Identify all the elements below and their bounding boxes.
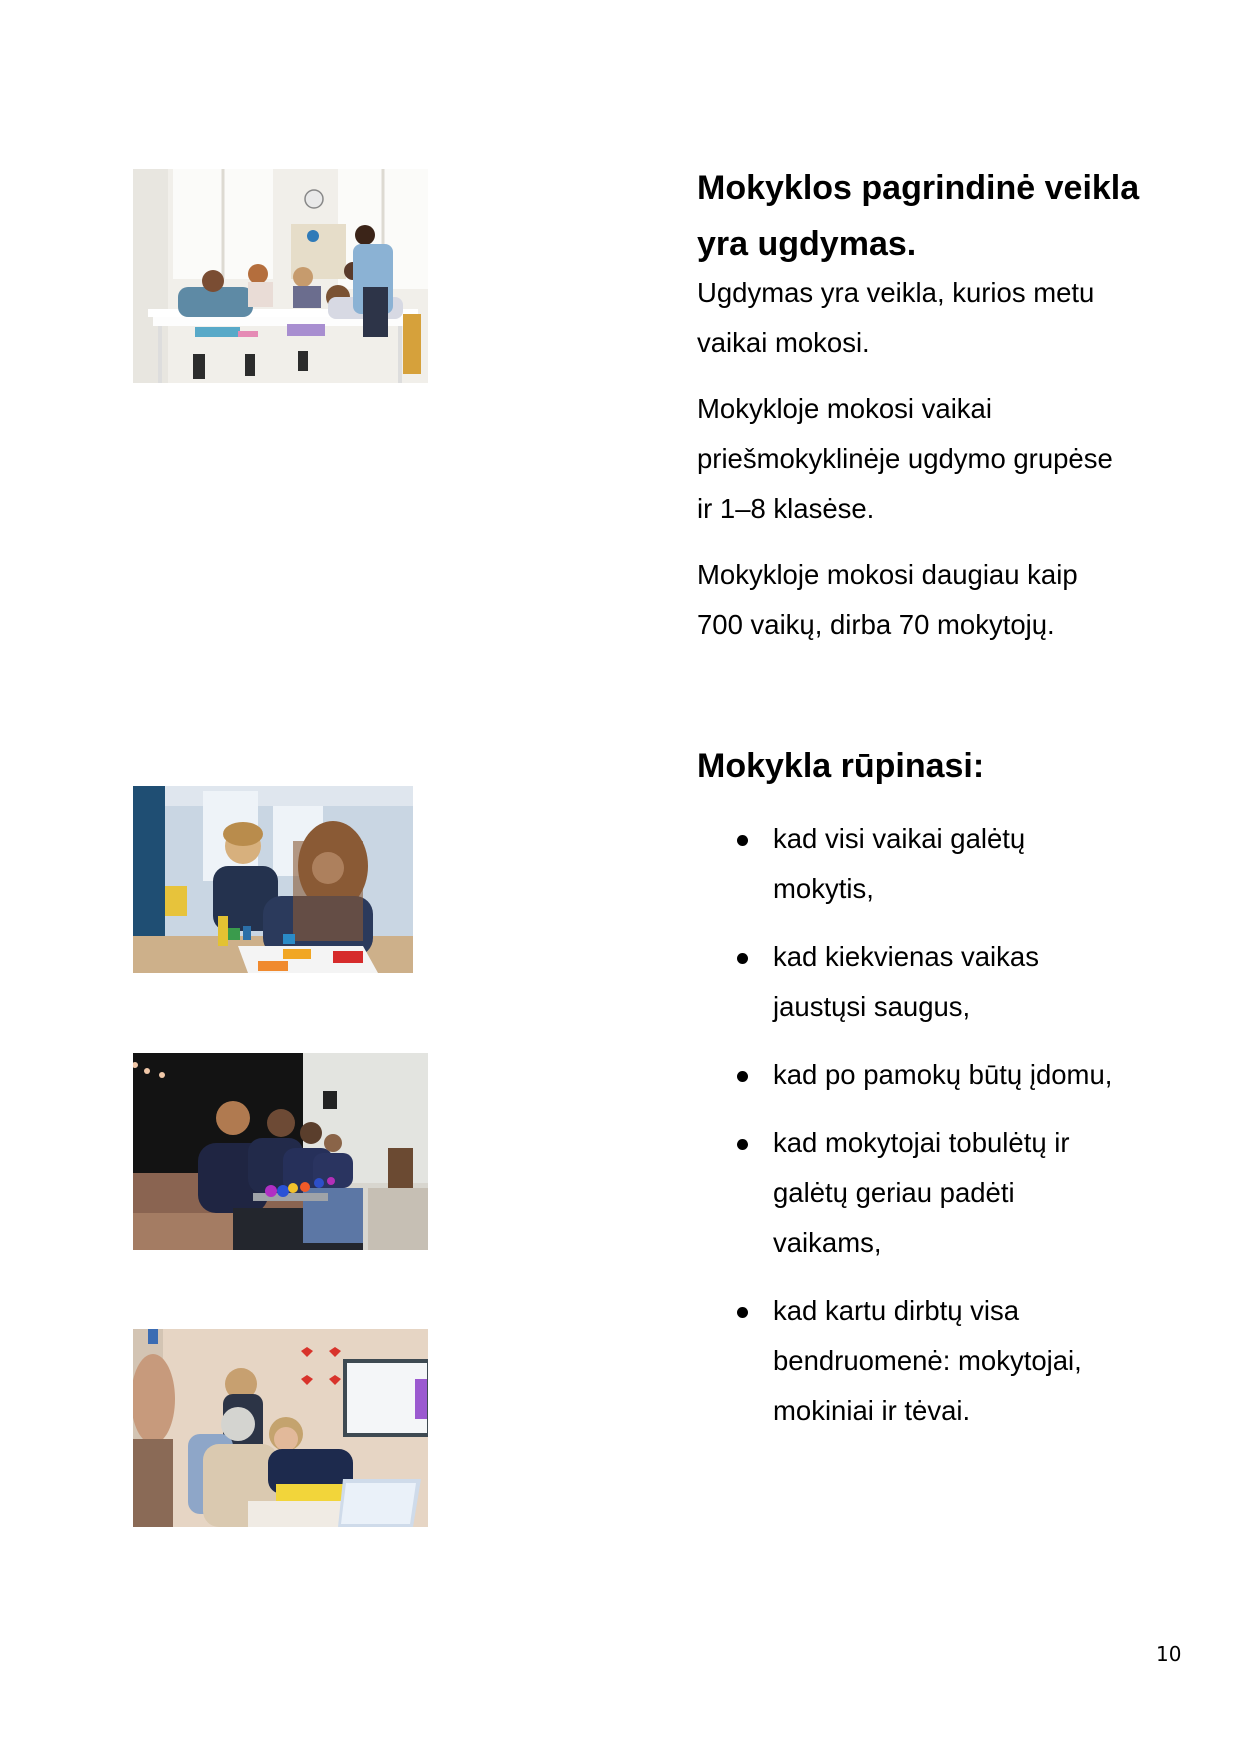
section-education xyxy=(697,160,1177,650)
text-line: kad visi vaikai galėtų xyxy=(773,823,1026,854)
care-list xyxy=(697,814,1167,1436)
text-line: vaikai mokosi. xyxy=(697,327,870,358)
photo-building-blocks xyxy=(133,786,413,973)
bullet-icon xyxy=(737,1071,748,1082)
photo-classroom xyxy=(133,169,428,383)
list-item xyxy=(697,814,1167,914)
list-item xyxy=(697,1118,1167,1268)
bullet-icon xyxy=(737,953,748,964)
list-item xyxy=(697,1286,1167,1436)
bullet-icon xyxy=(737,835,748,846)
text-line: vaikams, xyxy=(773,1227,882,1258)
text-line: kad po pamokų būtų įdomu, xyxy=(773,1059,1113,1090)
photo-workshop xyxy=(133,1329,428,1527)
text-line: priešmokyklinėje ugdymo grupėse xyxy=(697,443,1113,474)
text-line: mokytis, xyxy=(773,873,874,904)
text-line: kad kartu dirbtų visa xyxy=(773,1295,1020,1326)
text-line: kad mokytojai tobulėtų ir xyxy=(773,1127,1070,1158)
bullet-icon xyxy=(737,1139,748,1150)
heading-school-cares: Mokykla rūpinasi: xyxy=(697,747,985,785)
paragraph-definition xyxy=(697,268,1177,368)
bullet-icon xyxy=(737,1307,748,1318)
text-line: jaustųsi saugus, xyxy=(773,991,971,1022)
text-line: Mokykloje mokosi daugiau kaip xyxy=(697,559,1078,590)
text-line: ir 1–8 klasėse. xyxy=(697,493,875,524)
page-number: 10 xyxy=(1156,1642,1182,1666)
text-line: bendruomenė: mokytojai, xyxy=(773,1345,1082,1376)
heading-line: yra ugdymas. xyxy=(697,225,917,263)
list-item xyxy=(697,1050,1167,1100)
text-line: galėtų geriau padėti xyxy=(773,1177,1015,1208)
photo-handbells xyxy=(133,1053,428,1250)
heading-line: Mokyklos pagrindinė veikla xyxy=(697,169,1140,207)
section-school-cares xyxy=(697,738,1177,794)
text-line: kad kiekvienas vaikas xyxy=(773,941,1039,972)
text-line: Mokykloje mokosi vaikai xyxy=(697,393,992,424)
list-item xyxy=(697,932,1167,1032)
paragraph-counts xyxy=(697,550,1177,650)
heading-main-activity xyxy=(697,160,1177,272)
text-line: 700 vaikų, dirba 70 mokytojų. xyxy=(697,609,1055,640)
text-line: Ugdymas yra veikla, kurios metu xyxy=(697,277,1095,308)
text-line: mokiniai ir tėvai. xyxy=(773,1395,971,1426)
paragraph-students xyxy=(697,384,1177,534)
